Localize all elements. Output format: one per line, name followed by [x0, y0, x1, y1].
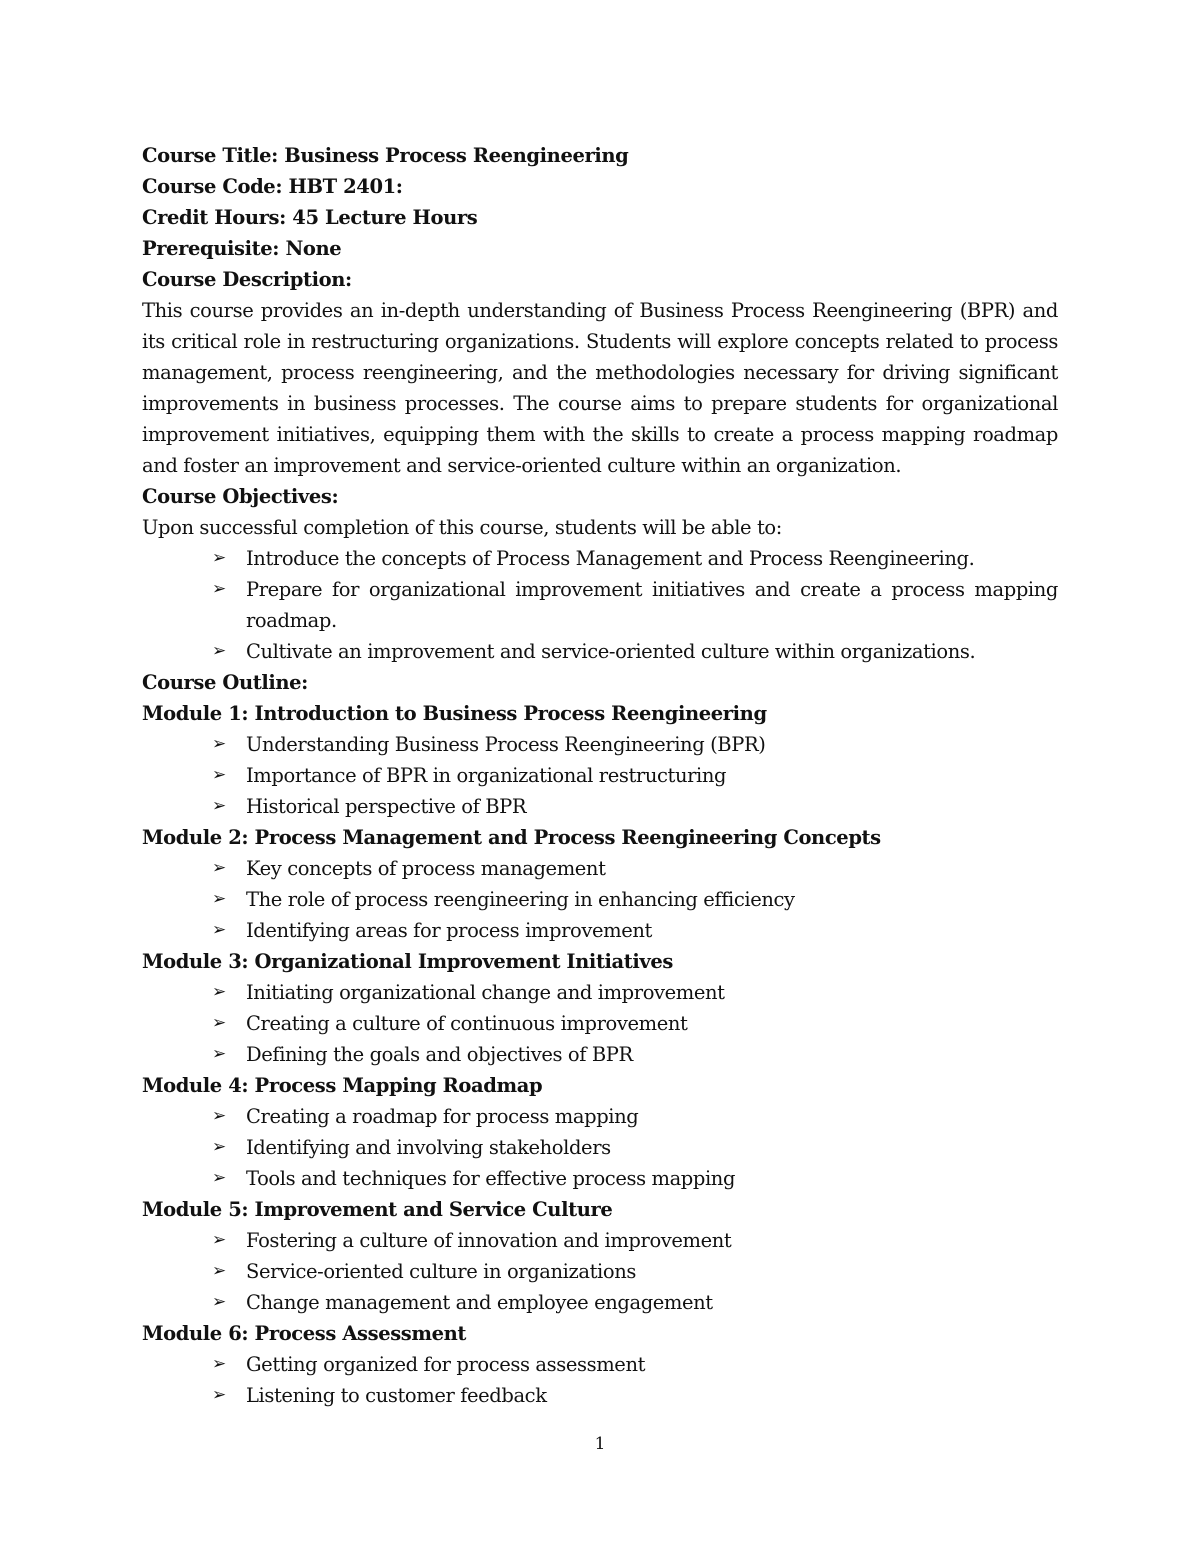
- objective-text: Cultivate an improvement and service-oriented culture within organizations.: [246, 640, 976, 663]
- list-item-text: Historical perspective of BPR: [246, 795, 527, 818]
- objective-item: [212, 543, 1058, 574]
- list-item-text: Change management and employee engagement: [246, 1291, 713, 1314]
- arrow-bullet-icon: ➢: [212, 1106, 226, 1126]
- arrow-bullet-icon: ➢: [212, 579, 226, 599]
- description-text: This course provides an in-depth understanding of Business Process Reengineering (BPR) and its critical role in restructuring organizations. Students will explore concepts related to process management, process reengineering, and the methodologies necessary for driving significant improvements in business processes. The course aims to prepare students for organizational improvement initiatives, equipping them with the skills to create a process mapping roadmap and foster an improvement and service-oriented culture within an organization.: [142, 299, 1058, 477]
- module-6-list: [142, 1349, 1058, 1411]
- objectives-list: [142, 543, 1058, 667]
- arrow-bullet-icon: ➢: [212, 641, 226, 661]
- arrow-bullet-icon: ➢: [212, 1013, 226, 1033]
- module-4-title: Module 4: Process Mapping Roadmap: [142, 1074, 543, 1097]
- list-item: [212, 1380, 1058, 1411]
- course-title-label: Course Title:: [142, 144, 278, 167]
- arrow-bullet-icon: ➢: [212, 548, 226, 568]
- arrow-bullet-icon: ➢: [212, 1044, 226, 1064]
- module-5-list: [142, 1225, 1058, 1318]
- list-item: [212, 853, 1058, 884]
- module-6-title: Module 6: Process Assessment: [142, 1322, 467, 1345]
- list-item: [212, 729, 1058, 760]
- objective-text: Introduce the concepts of Process Management and Process Reengineering.: [246, 547, 975, 570]
- arrow-bullet-icon: ➢: [212, 1168, 226, 1188]
- list-item-text: Fostering a culture of innovation and improvement: [246, 1229, 732, 1252]
- arrow-bullet-icon: ➢: [212, 889, 226, 909]
- list-item: [212, 1132, 1058, 1163]
- list-item: [212, 884, 1058, 915]
- description-heading: Course Description:: [142, 268, 352, 291]
- credit-hours-line: [142, 202, 1058, 233]
- list-item-text: Identifying and involving stakeholders: [246, 1136, 611, 1159]
- list-item: [212, 1163, 1058, 1194]
- module-1-list: [142, 729, 1058, 822]
- list-item-text: Creating a culture of continuous improvement: [246, 1012, 688, 1035]
- credit-hours-label: Credit Hours:: [142, 206, 286, 229]
- list-item: [212, 760, 1058, 791]
- arrow-bullet-icon: ➢: [212, 920, 226, 940]
- course-title-line: [142, 140, 1058, 171]
- list-item-text: Service-oriented culture in organizations: [246, 1260, 636, 1283]
- objective-text: Prepare for organizational improvement initiatives and create a process mapping roadmap.: [246, 578, 1058, 632]
- list-item-text: The role of process reengineering in enhancing efficiency: [246, 888, 795, 911]
- course-code-label: Course Code:: [142, 175, 283, 198]
- list-item: [212, 1349, 1058, 1380]
- module-1-title: Module 1: Introduction to Business Process Reengineering: [142, 702, 767, 725]
- objectives-heading: Course Objectives:: [142, 485, 339, 508]
- list-item-text: Tools and techniques for effective process mapping: [246, 1167, 736, 1190]
- list-item-text: Identifying areas for process improvement: [246, 919, 652, 942]
- module-5-title: Module 5: Improvement and Service Culture: [142, 1198, 613, 1221]
- module-3-list: [142, 977, 1058, 1070]
- course-title-value: Business Process Reengineering: [284, 144, 629, 167]
- list-item-text: Getting organized for process assessment: [246, 1353, 646, 1376]
- arrow-bullet-icon: ➢: [212, 1385, 226, 1405]
- document-body: [142, 140, 1058, 1411]
- list-item: [212, 1039, 1058, 1070]
- module-3-title: Module 3: Organizational Improvement Initiatives: [142, 950, 673, 973]
- list-item-text: Understanding Business Process Reengineering (BPR): [246, 733, 766, 756]
- arrow-bullet-icon: ➢: [212, 796, 226, 816]
- course-code-line: [142, 171, 1058, 202]
- list-item: [212, 1287, 1058, 1318]
- page-number: 1: [594, 1434, 606, 1454]
- objectives-intro: Upon successful completion of this course, students will be able to:: [142, 516, 782, 539]
- list-item-text: Defining the goals and objectives of BPR: [246, 1043, 633, 1066]
- prerequisite-value: None: [285, 237, 342, 260]
- prerequisite-label: Prerequisite:: [142, 237, 280, 260]
- credit-hours-value: 45 Lecture Hours: [292, 206, 478, 229]
- prerequisite-line: [142, 233, 1058, 264]
- module-4-list: [142, 1101, 1058, 1194]
- module-2-list: [142, 853, 1058, 946]
- list-item: [212, 977, 1058, 1008]
- arrow-bullet-icon: ➢: [212, 734, 226, 754]
- course-code-value: HBT 2401:: [288, 175, 403, 198]
- objective-item: [212, 636, 1058, 667]
- list-item: [212, 791, 1058, 822]
- arrow-bullet-icon: ➢: [212, 858, 226, 878]
- arrow-bullet-icon: ➢: [212, 1230, 226, 1250]
- objective-item: [212, 574, 1058, 636]
- list-item: [212, 1225, 1058, 1256]
- list-item: [212, 1101, 1058, 1132]
- list-item-text: Creating a roadmap for process mapping: [246, 1105, 639, 1128]
- module-2-title: Module 2: Process Management and Process Reengineering Concepts: [142, 826, 881, 849]
- arrow-bullet-icon: ➢: [212, 1354, 226, 1374]
- list-item: [212, 1008, 1058, 1039]
- arrow-bullet-icon: ➢: [212, 1261, 226, 1281]
- arrow-bullet-icon: ➢: [212, 982, 226, 1002]
- list-item: [212, 915, 1058, 946]
- list-item-text: Key concepts of process management: [246, 857, 606, 880]
- arrow-bullet-icon: ➢: [212, 1292, 226, 1312]
- list-item-text: Listening to customer feedback: [246, 1384, 547, 1407]
- list-item: [212, 1256, 1058, 1287]
- list-item-text: Initiating organizational change and improvement: [246, 981, 725, 1004]
- list-item-text: Importance of BPR in organizational restructuring: [246, 764, 727, 787]
- arrow-bullet-icon: ➢: [212, 1137, 226, 1157]
- arrow-bullet-icon: ➢: [212, 765, 226, 785]
- outline-heading: Course Outline:: [142, 671, 308, 694]
